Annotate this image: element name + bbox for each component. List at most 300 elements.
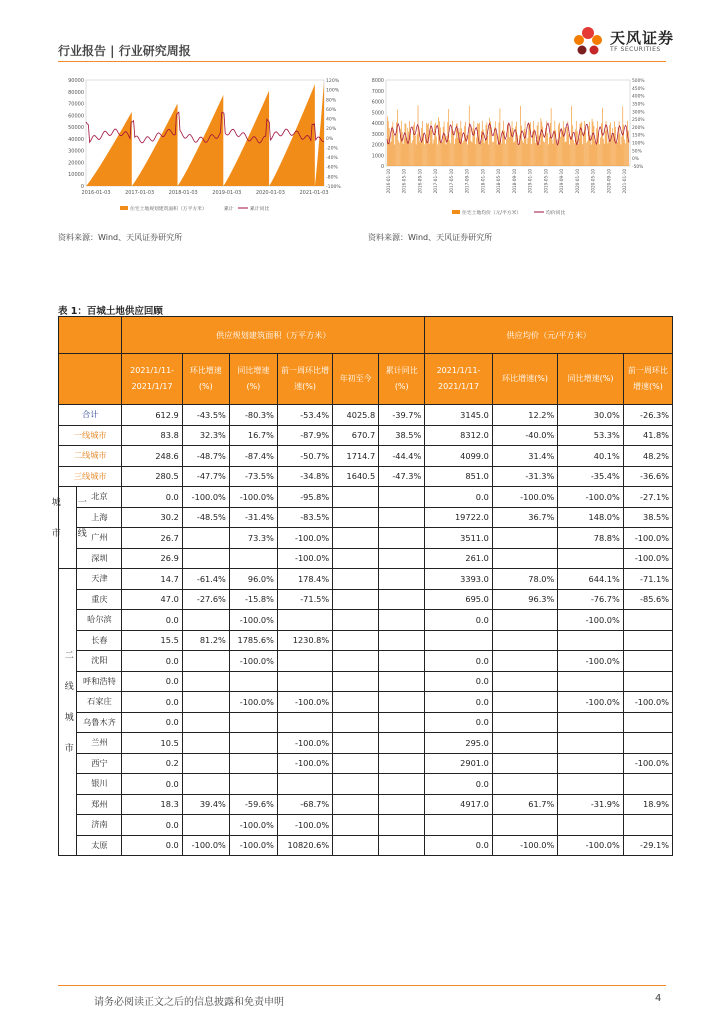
y-right-tick: 50% — [632, 149, 642, 155]
price-bar — [624, 140, 625, 166]
price-bar — [471, 141, 472, 166]
value-cell — [182, 774, 229, 795]
row-name: 长春 — [77, 630, 122, 651]
value-cell: -29.1% — [623, 835, 672, 856]
price-bar — [404, 138, 405, 166]
price-bar — [567, 127, 568, 166]
value-cell — [182, 671, 229, 692]
y-left-tick: 8000 — [371, 79, 384, 84]
price-bar — [428, 123, 429, 166]
price-bar — [403, 144, 404, 166]
value-cell: -27.6% — [182, 589, 229, 610]
price-bar — [569, 144, 570, 166]
value-cell — [425, 630, 493, 651]
price-bar — [485, 140, 486, 166]
value-cell: 18.3 — [122, 794, 182, 815]
value-cell: -100.0% — [277, 815, 332, 836]
value-cell: -73.5% — [229, 466, 277, 487]
price-bar — [533, 121, 534, 166]
row-name: 济南 — [77, 815, 122, 836]
price-bar — [579, 139, 580, 166]
price-bar — [585, 129, 586, 166]
value-cell: 3511.0 — [425, 528, 493, 549]
x-tick: 2018-01-10 — [480, 169, 486, 194]
y-left-tick: 90000 — [68, 78, 84, 84]
price-bar — [606, 121, 607, 166]
value-cell: 0.0 — [425, 487, 493, 508]
price-bar — [622, 106, 623, 166]
subheader-cell: 同比增速(%) — [558, 354, 623, 405]
value-cell: 0.2 — [122, 753, 182, 774]
price-bar — [474, 121, 475, 166]
price-bar — [525, 121, 526, 166]
price-bar — [554, 130, 555, 166]
value-cell — [379, 794, 425, 815]
value-cell: -100.0% — [277, 733, 332, 754]
value-cell: 248.6 — [122, 446, 182, 467]
value-cell: -47.7% — [182, 466, 229, 487]
value-cell — [558, 774, 623, 795]
row-name: 兰州 — [77, 733, 122, 754]
price-bar — [526, 132, 527, 166]
value-cell: 0.0 — [122, 651, 182, 672]
legend-label: 住宅土地均价（元/平方米） — [462, 211, 522, 216]
price-bar — [565, 142, 566, 166]
price-bar — [424, 144, 425, 166]
price-bar — [541, 118, 542, 166]
price-bar — [535, 143, 536, 166]
value-cell: -61.4% — [182, 569, 229, 590]
row-name: 上海 — [77, 507, 122, 528]
value-cell: -100.0% — [558, 610, 623, 631]
land-supply-table — [49, 316, 673, 856]
price-bar — [626, 130, 627, 166]
price-bar — [511, 133, 512, 166]
price-bar — [394, 144, 395, 166]
table-title: 表 1：百城土地供应回顾 — [58, 306, 163, 317]
value-cell: -71.5% — [277, 589, 332, 610]
price-bar — [568, 121, 569, 166]
value-cell — [492, 548, 557, 569]
price-bar — [402, 132, 403, 166]
table-row — [59, 753, 673, 774]
value-cell: 4025.8 — [333, 405, 379, 426]
table-row — [59, 528, 673, 549]
y-left-tick: 0 — [80, 184, 84, 190]
price-bar — [401, 121, 402, 166]
legend-label: 均价同比 — [546, 211, 566, 216]
value-cell: -83.5% — [277, 507, 332, 528]
price-bar — [622, 137, 623, 166]
value-cell: 0.0 — [122, 610, 182, 631]
row-name: 郑州 — [77, 794, 122, 815]
y-right-tick: 0% — [326, 136, 334, 142]
left-chart-source: 资料来源：Wind、天风证券研究所 — [58, 233, 183, 242]
value-cell — [379, 487, 425, 508]
right-chart-source: 资料来源：Wind、天风证券研究所 — [368, 233, 493, 242]
table-row — [59, 425, 673, 446]
price-bar — [423, 133, 424, 166]
left-land-area-chart — [58, 74, 358, 224]
price-bar — [467, 145, 468, 167]
price-bar — [470, 126, 471, 166]
value-cell: 644.1% — [558, 569, 623, 590]
price-bar — [477, 123, 478, 166]
value-cell: -68.7% — [277, 794, 332, 815]
price-bar — [509, 137, 510, 166]
price-bar — [598, 132, 599, 166]
price-bar — [523, 143, 524, 166]
value-cell — [623, 610, 672, 631]
y-left-tick: 50000 — [68, 125, 84, 132]
price-bar — [582, 144, 583, 166]
y-right-tick: 350% — [632, 102, 645, 108]
value-cell: -100.0% — [229, 692, 277, 713]
value-cell: -31.4% — [229, 507, 277, 528]
value-cell: 1785.6% — [229, 630, 277, 651]
value-cell: -53.4% — [277, 405, 332, 426]
price-bar — [589, 122, 590, 166]
value-cell: -100.0% — [558, 487, 623, 508]
y-left-tick: 4000 — [371, 122, 384, 127]
row-name: 银川 — [77, 774, 122, 795]
value-cell — [229, 753, 277, 774]
price-bar — [550, 123, 551, 166]
price-bar — [459, 128, 460, 166]
price-bar — [572, 125, 573, 166]
area-group-header: 供应规划建筑面积（万平方米） — [122, 317, 425, 354]
value-cell: -36.6% — [623, 466, 672, 487]
y-left-tick: 80000 — [68, 89, 84, 96]
row-name: 深圳 — [77, 548, 122, 569]
value-cell: 0.0 — [122, 774, 182, 795]
value-cell: -43.5% — [182, 405, 229, 426]
price-bar — [456, 124, 457, 166]
value-cell — [379, 569, 425, 590]
price-bar — [508, 123, 509, 166]
price-bar — [604, 144, 605, 166]
price-bar — [610, 122, 611, 166]
value-cell — [333, 835, 379, 856]
price-bar — [397, 110, 398, 166]
x-tick: 2016-01-10 — [386, 169, 391, 194]
price-bar — [555, 121, 556, 166]
value-cell — [379, 835, 425, 856]
price-bar — [469, 106, 470, 166]
x-tick: 2017-09-10 — [464, 169, 470, 194]
value-cell: 38.5% — [379, 425, 425, 446]
value-cell: -15.8% — [229, 589, 277, 610]
y-left-tick: 30000 — [68, 148, 84, 155]
subheader-cell: 同比增速(%) — [229, 354, 277, 405]
value-cell — [379, 712, 425, 733]
y-right-tick: 100% — [632, 141, 645, 147]
value-cell: 96.3% — [492, 589, 557, 610]
value-cell — [333, 507, 379, 528]
subheader-cell: 前一周环比增速(%) — [277, 354, 332, 405]
price-bar — [593, 122, 594, 166]
value-cell — [182, 815, 229, 836]
price-bar — [472, 143, 473, 166]
y-right-tick: 250% — [632, 118, 645, 124]
price-bar — [528, 138, 529, 166]
x-tick: 2020-01-03 — [255, 190, 285, 196]
price-bar — [434, 140, 435, 167]
price-bar — [486, 125, 487, 166]
price-bar — [542, 122, 543, 166]
value-cell — [333, 794, 379, 815]
value-cell: 280.5 — [122, 466, 182, 487]
value-cell: 18.9% — [623, 794, 672, 815]
value-cell — [623, 630, 672, 651]
price-bar — [493, 142, 494, 166]
x-tick: 2019-09-10 — [559, 169, 565, 194]
price-bar — [574, 143, 575, 166]
price-bar — [530, 122, 531, 166]
page-number: 4 — [655, 993, 662, 1004]
price-bar — [611, 136, 612, 166]
value-cell: 1714.7 — [333, 446, 379, 467]
y-left-tick: 60000 — [68, 113, 84, 120]
y-right-tick: -60% — [326, 165, 338, 171]
value-cell: 41.8% — [623, 425, 672, 446]
value-cell — [623, 733, 672, 754]
value-cell — [492, 774, 557, 795]
price-bar — [464, 126, 465, 166]
value-cell — [277, 651, 332, 672]
y-right-tick: 150% — [632, 133, 645, 139]
price-bar — [436, 137, 437, 166]
price-bar — [448, 109, 449, 166]
row-name: 广州 — [77, 528, 122, 549]
price-bar — [600, 138, 601, 166]
x-tick: 2021-01-10 — [622, 169, 627, 194]
price-bar — [570, 136, 571, 166]
value-cell: -39.7% — [379, 405, 425, 426]
price-bar — [573, 140, 574, 166]
price-bar — [607, 130, 608, 166]
right-land-price-chart — [364, 74, 664, 224]
y-right-tick: -40% — [326, 156, 338, 162]
value-cell — [333, 651, 379, 672]
value-cell: -100.0% — [492, 487, 557, 508]
price-bar — [549, 137, 550, 166]
table-row — [59, 794, 673, 815]
value-cell: 851.0 — [425, 466, 493, 487]
value-cell: 4917.0 — [425, 794, 493, 815]
table-row — [59, 507, 673, 528]
price-bar — [595, 141, 596, 166]
row-name: 哈尔滨 — [77, 610, 122, 631]
value-cell: -100.0% — [182, 487, 229, 508]
table-row — [59, 405, 673, 426]
price-bar — [451, 129, 452, 166]
price-bar — [625, 143, 626, 166]
price-bar — [556, 143, 557, 166]
price-bar — [421, 128, 422, 166]
price-bar — [547, 133, 548, 166]
value-cell: -50.7% — [277, 446, 332, 467]
cumulative-area — [178, 95, 224, 186]
value-cell — [333, 692, 379, 713]
price-bar — [516, 122, 517, 166]
table-row — [59, 487, 673, 508]
price-bar — [561, 128, 562, 166]
company-logo — [570, 24, 680, 58]
value-cell — [229, 671, 277, 692]
value-cell: 48.2% — [623, 446, 672, 467]
y-right-tick: -80% — [326, 175, 338, 181]
y-left-tick: 2000 — [371, 143, 384, 149]
price-bar — [563, 121, 564, 166]
price-bar — [613, 134, 614, 166]
row-name: 石家庄 — [77, 692, 122, 713]
value-cell: -34.8% — [277, 466, 332, 487]
value-cell: -100.0% — [623, 753, 672, 774]
x-tick: 2016-05-10 — [401, 169, 407, 194]
price-bar — [445, 134, 446, 166]
row-name: 太原 — [77, 835, 122, 856]
value-cell: -87.4% — [229, 446, 277, 467]
price-bar — [602, 108, 603, 166]
value-cell — [333, 569, 379, 590]
value-cell: 30.0% — [558, 405, 623, 426]
value-cell: -35.4% — [558, 466, 623, 487]
price-bar — [591, 145, 592, 167]
y-left-tick: 1000 — [371, 154, 384, 160]
table-row — [59, 671, 673, 692]
price-bar — [501, 140, 502, 166]
value-cell: 81.2% — [182, 630, 229, 651]
value-cell: 0.0 — [122, 692, 182, 713]
price-bar — [510, 128, 511, 166]
price-bar — [461, 129, 462, 166]
price-bar — [512, 121, 513, 166]
value-cell — [623, 712, 672, 733]
logo-flower-icon — [570, 24, 606, 58]
price-bar — [425, 137, 426, 166]
value-cell: -48.7% — [182, 446, 229, 467]
row-name: 合计 — [59, 405, 122, 426]
value-cell: 0.0 — [425, 610, 493, 631]
y-left-tick: 7000 — [371, 89, 384, 95]
value-cell — [182, 712, 229, 733]
price-bar — [483, 130, 484, 166]
row-name: 沈阳 — [77, 651, 122, 672]
price-bar — [587, 141, 588, 166]
value-cell — [277, 671, 332, 692]
y-left-tick: 5000 — [371, 111, 384, 117]
price-bar — [614, 121, 615, 166]
value-cell: 0.0 — [425, 774, 493, 795]
price-bar — [431, 121, 432, 166]
price-bar — [497, 144, 498, 166]
y-left-tick: 70000 — [68, 101, 84, 108]
value-cell — [492, 815, 557, 836]
value-cell — [492, 753, 557, 774]
price-bar — [476, 138, 477, 166]
price-bar — [615, 127, 616, 166]
value-cell — [379, 692, 425, 713]
price-bar — [465, 122, 466, 166]
value-cell: -100.0% — [277, 753, 332, 774]
price-bar — [569, 134, 570, 166]
subheader-cell: 前一周环比增速(%) — [623, 354, 672, 405]
x-tick: 2016-01-03 — [81, 190, 111, 196]
tier-label: 一线城市 — [59, 487, 77, 569]
subheader-blank — [59, 354, 122, 405]
value-cell: 295.0 — [425, 733, 493, 754]
y-left-tick: 6000 — [371, 100, 384, 106]
table-row — [59, 712, 673, 733]
value-cell — [558, 630, 623, 651]
price-bar — [540, 144, 541, 166]
price-bar — [408, 132, 409, 166]
price-bar — [410, 129, 411, 166]
value-cell: 695.0 — [425, 589, 493, 610]
table-row — [59, 446, 673, 467]
value-cell: -100.0% — [229, 487, 277, 508]
y-right-tick: 80% — [326, 98, 337, 104]
value-cell: 78.0% — [492, 569, 557, 590]
x-tick: 2020-01-10 — [574, 169, 580, 194]
price-bar — [603, 139, 604, 166]
value-cell — [229, 548, 277, 569]
price-bar — [448, 122, 449, 166]
price-bar — [407, 128, 408, 166]
y-right-tick: -20% — [326, 146, 338, 152]
x-tick: 2019-05-10 — [543, 169, 549, 194]
value-cell: 0.0 — [122, 712, 182, 733]
value-cell: -26.3% — [623, 405, 672, 426]
y-left-tick: 10000 — [68, 172, 84, 179]
row-name: 北京 — [77, 487, 122, 508]
value-cell — [182, 692, 229, 713]
table-row — [59, 466, 673, 487]
value-cell — [623, 651, 672, 672]
price-bar — [420, 141, 421, 166]
value-cell: 0.0 — [122, 671, 182, 692]
price-bar — [429, 144, 430, 166]
price-bar — [421, 142, 422, 166]
x-tick: 2017-05-10 — [448, 169, 454, 194]
value-cell: 26.9 — [122, 548, 182, 569]
price-bar — [453, 131, 454, 166]
price-bar — [583, 132, 584, 166]
price-bar — [628, 131, 629, 166]
price-bar — [518, 144, 519, 166]
value-cell — [558, 671, 623, 692]
price-bar — [503, 121, 504, 166]
price-bar — [548, 144, 549, 166]
y-right-tick: 120% — [326, 79, 340, 84]
price-bar — [482, 121, 483, 166]
value-cell — [623, 671, 672, 692]
price-bar — [447, 136, 448, 166]
price-bar — [484, 143, 485, 166]
price-bar — [605, 131, 606, 166]
y-left-tick: 20000 — [68, 160, 84, 167]
price-bar — [475, 144, 476, 166]
y-right-tick: 60% — [326, 107, 337, 113]
price-bar — [594, 126, 595, 166]
value-cell: -80.3% — [229, 405, 277, 426]
price-bar — [586, 143, 587, 166]
value-cell: 47.0 — [122, 589, 182, 610]
price-bar — [438, 117, 439, 166]
price-bar — [560, 137, 561, 166]
price-bar — [442, 142, 443, 166]
